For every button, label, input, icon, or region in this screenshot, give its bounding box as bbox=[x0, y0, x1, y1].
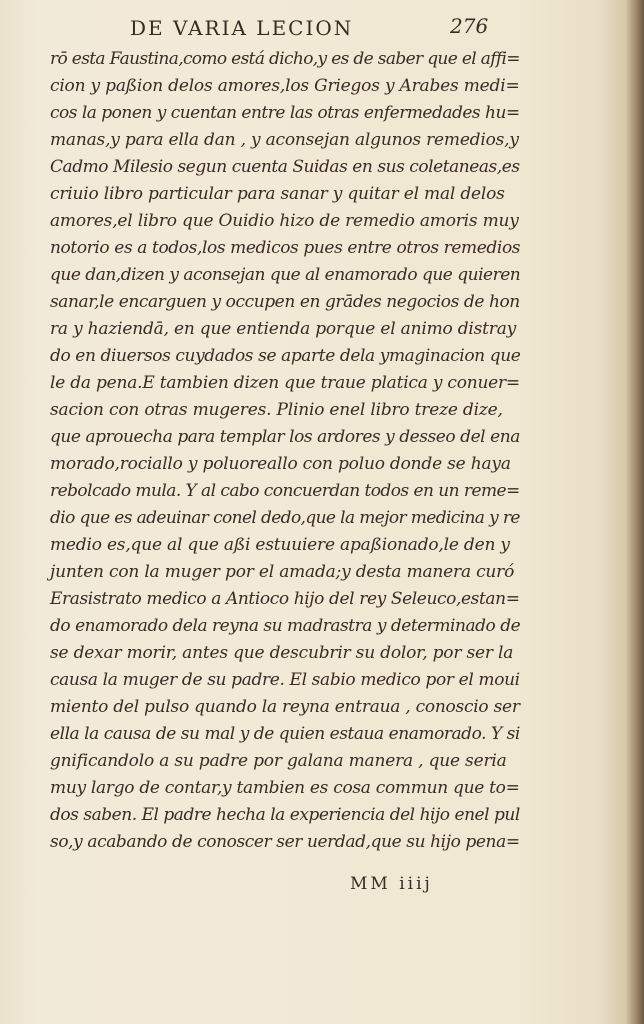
text-line: Erasistrato medico a Antioco hijo del rey Seleuco,estan= bbox=[50, 589, 520, 609]
text-line: criuio libro particular para sanar y quitar el mal delos bbox=[50, 184, 505, 204]
text-line: notorio es a todos,los medicos pues entre otros remedios bbox=[50, 238, 521, 258]
text-line: do enamorado dela reyna su madrastra y determinado de bbox=[50, 616, 521, 636]
text-line: morado,rociallo y poluoreallo con poluo donde se haya bbox=[50, 454, 511, 474]
text-line: medio es,que al que aßi estuuiere apaßionado,le den y bbox=[50, 535, 510, 555]
text-line: se dexar morir, antes que descubrir su dolor, por ser la bbox=[50, 643, 514, 663]
text-line: so,y acabando de conoscer ser uerdad,que su hijo pena= bbox=[50, 832, 520, 852]
text-line: miento del pulso quando la reyna entraua , conoscio ser bbox=[50, 697, 520, 717]
text-line: muy largo de contar,y tambien es cosa commun que to= bbox=[50, 778, 520, 798]
text-line: le da pena.E tambien dizen que traue platica y conuer= bbox=[50, 373, 520, 393]
text-line: junten con la muger por el amada;y desta manera curó bbox=[50, 562, 515, 582]
text-line: rebolcado mula. Y al cabo concuerdan todos en un reme= bbox=[50, 481, 520, 501]
text-line: ra y haziendā, en que entienda porque el animo distray bbox=[50, 319, 517, 339]
text-line: ella la causa de su mal y de quien estaua enamorado. Y si bbox=[50, 724, 520, 744]
text-line: cos la ponen y cuentan entre las otras enfermedades hu= bbox=[50, 103, 520, 123]
page-edge-shadow bbox=[626, 0, 644, 1024]
text-line: do en diuersos cuydados se aparte dela ymaginacion que bbox=[50, 346, 521, 366]
text-line: sacion con otras mugeres. Plinio enel libro treze dize, bbox=[50, 400, 503, 420]
page-header bbox=[130, 14, 520, 44]
text-line: cion y paßion delos amores,los Griegos y Arabes medi= bbox=[50, 76, 520, 96]
text-line: sanar,le encarguen y occupen en grādes negocios de hon bbox=[50, 292, 520, 312]
body-text bbox=[50, 46, 520, 856]
text-line: Cadmo Milesio segun cuenta Suidas en sus coletaneas,es bbox=[50, 157, 520, 177]
text-line: amores,el libro que Ouidio hizo de remedio amoris muy bbox=[50, 211, 519, 231]
text-line: manas,y para ella dan , y aconsejan algunos remedios,y bbox=[50, 130, 519, 150]
running-head: DE VARIA LECION bbox=[130, 16, 354, 40]
text-line: dos saben. El padre hecha la experiencia del hijo enel pul bbox=[50, 805, 520, 825]
folio-number: 276 bbox=[450, 14, 489, 38]
text-line: dio que es adeuinar conel dedo,que la mejor medicina y re bbox=[50, 508, 520, 528]
text-line: gnificandolo a su padre por galana manera , que seria bbox=[50, 751, 507, 771]
text-line: que aprouecha para templar los ardores y desseo del ena bbox=[50, 427, 520, 447]
text-line: causa la muger de su padre. El sabio medico por el moui bbox=[50, 670, 520, 690]
text-line: que dan,dizen y aconsejan que al enamorado que quieren bbox=[50, 265, 521, 285]
signature-mark: MM iiij bbox=[350, 874, 433, 894]
text-line: rō esta Faustina,como está dicho,y es de saber que el affi= bbox=[50, 49, 520, 69]
